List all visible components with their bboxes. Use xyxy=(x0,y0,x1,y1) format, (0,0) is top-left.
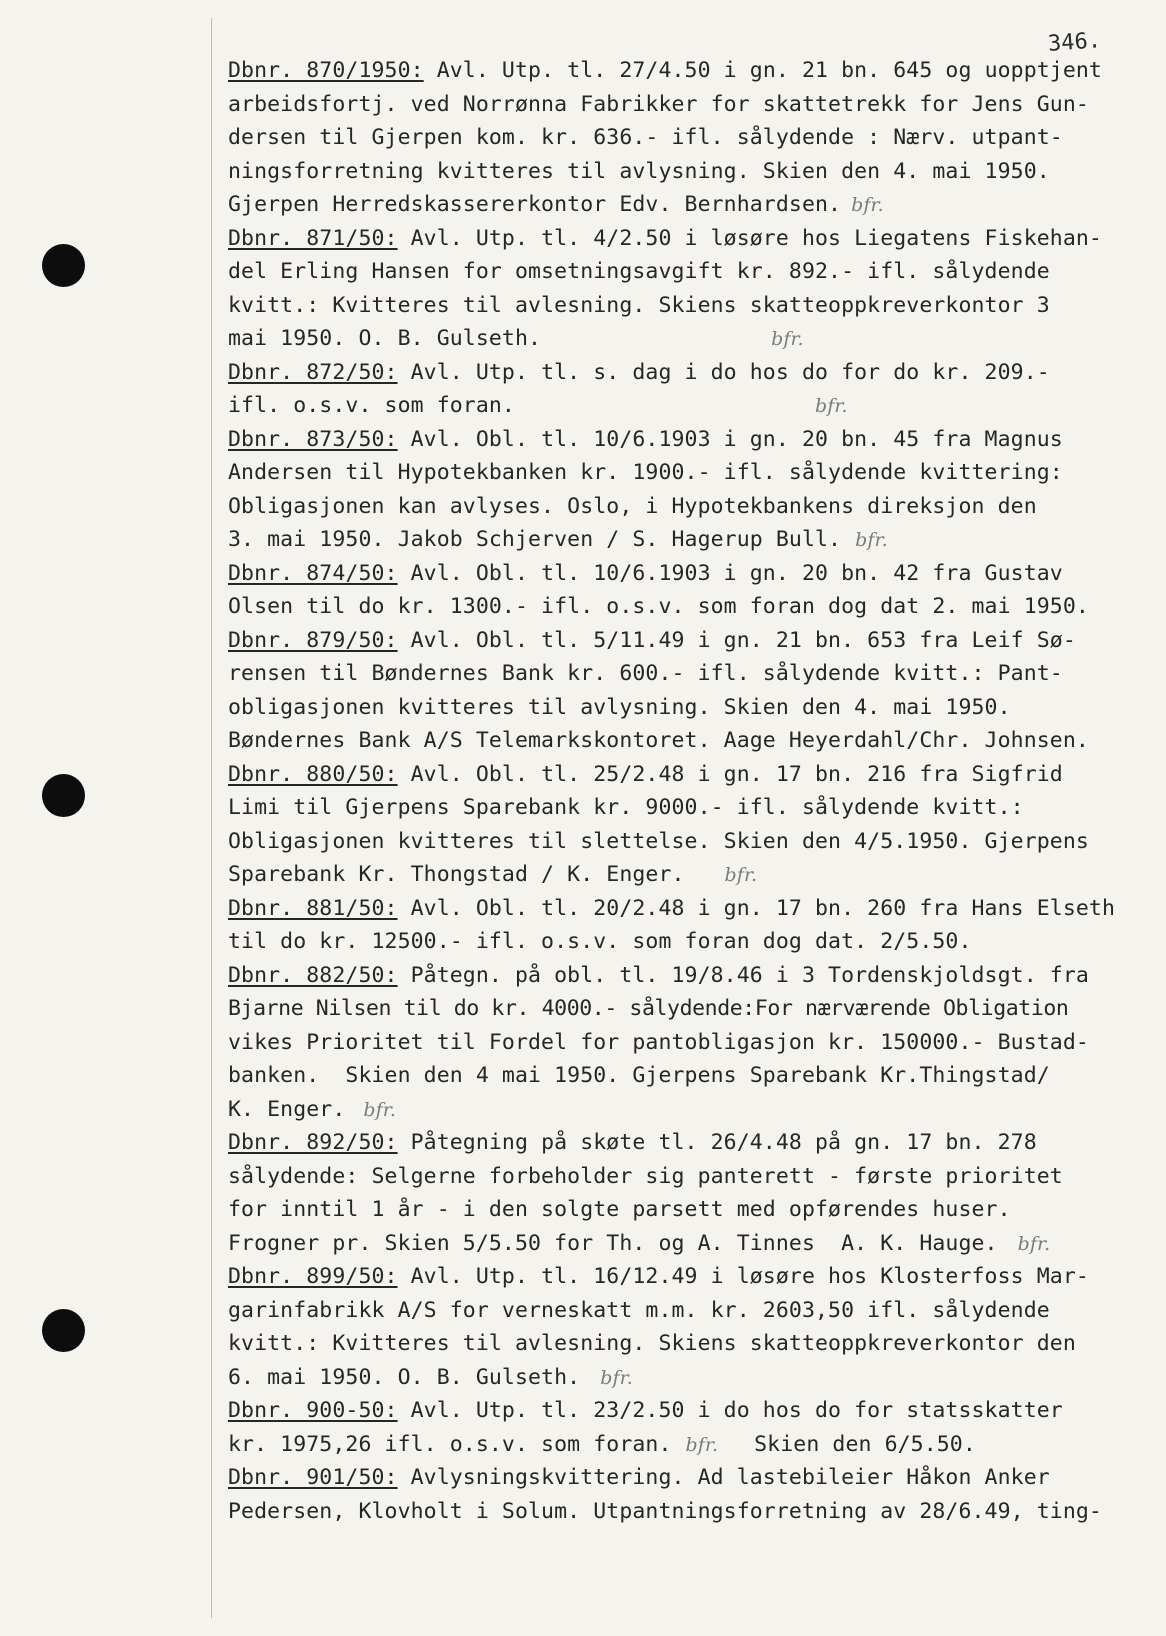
page-number: 346. xyxy=(1047,28,1102,57)
entry-901 xyxy=(228,1461,1156,1528)
entry-ref: Dbnr. 892/50: xyxy=(228,1130,398,1155)
entry-text: Bjarne Nilsen til do kr. 4000.- sålydende:For nærværende Obligation xyxy=(228,996,1069,1021)
entry-892 xyxy=(228,1126,1156,1260)
entry-text: Avl. Utp. tl. 16/12.49 i løsøre hos Klosterfoss Mar- xyxy=(397,1264,1089,1289)
entry-text: Bøndernes Bank A/S Telemarkskontoret. Aage Heyerdahl/Chr. Johnsen. xyxy=(228,728,1089,753)
entry-text: Sparebank Kr. Thongstad / K. Enger. xyxy=(228,862,685,887)
entry-899 xyxy=(228,1260,1156,1394)
entry-text: til do kr. 12500.- ifl. o.s.v. som foran dog dat. 2/5.50. xyxy=(228,929,972,954)
entry-text: Pedersen, Klovholt i Solum. Utpantningsforretning av 28/6.49, ting- xyxy=(228,1498,1102,1524)
binder-hole-bottom xyxy=(42,1309,85,1352)
entry-text: Påtegn. på obl. tl. 19/8.46 i 3 Tordenskjoldsgt. fra xyxy=(397,962,1089,988)
entry-text: banken. Skien den 4 mai 1950. Gjerpens Sparebank Kr.Thingstad/ xyxy=(228,1063,1050,1088)
ledger-entries xyxy=(228,54,1156,1528)
entry-871 xyxy=(228,222,1156,356)
dateline: Skien den 6/5.50. xyxy=(754,1431,976,1457)
entry-text: ningsforretning kvitteres til avlysning. Skien den 4. mai 1950. xyxy=(228,158,1050,184)
entry-text: rensen til Bøndernes Bank kr. 600.- ifl. sålydende kvitt.: Pant- xyxy=(228,661,1063,686)
entry-881 xyxy=(228,892,1156,959)
entry-text: for inntil 1 år - i den solgte parsett med opførendes huser. xyxy=(228,1197,1011,1222)
entry-text: garinfabrikk A/S for verneskatt m.m. kr. 2603,50 ifl. sålydende xyxy=(228,1297,1050,1323)
entry-872 xyxy=(228,356,1156,423)
entry-text: Avl. Obl. tl. 10/6.1903 i gn. 20 bn. 45 fra Magnus xyxy=(397,426,1063,452)
entry-text: kr. 1975,26 ifl. o.s.v. som foran. xyxy=(228,1431,672,1457)
margin-rule xyxy=(211,18,212,1618)
initials-mark: bfr. xyxy=(771,328,804,350)
initials-mark: bfr. xyxy=(814,395,848,417)
entry-text: mai 1950. O. B. Gulseth. xyxy=(228,326,542,351)
entry-874 xyxy=(228,557,1156,624)
entry-text: 3. mai 1950. Jakob Schjerven / S. Hagerup Bull. xyxy=(228,527,842,552)
entry-text: Andersen til Hypotekbanken kr. 1900.- ifl. sålydende kvittering: xyxy=(228,460,1063,485)
entry-ref: Dbnr. 881/50: xyxy=(228,895,398,921)
entry-ref: Dbnr. 871/50: xyxy=(228,225,398,251)
entry-text: Avl. Obl. tl. 5/11.49 i gn. 21 bn. 653 fra Leif Sø- xyxy=(397,627,1076,653)
entry-873 xyxy=(228,423,1156,557)
initials-mark: bfr. xyxy=(363,1098,397,1121)
entry-ref: Dbnr. 879/50: xyxy=(228,627,398,653)
entry-text: Avlysningskvittering. Ad lastebileier Håkon Anker xyxy=(397,1465,1050,1490)
entry-text: Avl. Obl. tl. 20/2.48 i gn. 17 bn. 260 fra Hans Elseth xyxy=(397,895,1116,921)
entry-text: ifl. o.s.v. som foran. xyxy=(228,393,515,418)
entry-ref: Dbnr. 900-50: xyxy=(228,1398,398,1423)
entry-text: kvitt.: Kvitteres til avlesning. Skiens skatteoppkreverkontor den xyxy=(228,1331,1076,1356)
entry-text: arbeidsfortj. ved Norrønna Fabrikker for skattetrekk for Jens Gun- xyxy=(228,91,1089,117)
entry-text: Avl. Utp. tl. 23/2.50 i do hos do for statsskatter xyxy=(397,1398,1063,1423)
binder-hole-middle xyxy=(42,774,85,817)
entry-text: Avl. Obl. tl. 10/6.1903 i gn. 20 bn. 42 fra Gustav xyxy=(397,560,1063,586)
entry-900 xyxy=(228,1394,1156,1461)
initials-mark: bfr. xyxy=(724,864,758,886)
entry-text: Obligasjonen kan avlyses. Oslo, i Hypotekbankens direksjon den xyxy=(228,493,1037,519)
initials-mark: bfr. xyxy=(600,1366,633,1389)
entry-text: obligasjonen kvitteres til avlysning. Skien den 4. mai 1950. xyxy=(228,694,1011,720)
entry-ref: Dbnr. 872/50: xyxy=(228,359,398,385)
initials-mark: bfr. xyxy=(685,1433,719,1456)
entry-879 xyxy=(228,624,1156,758)
entry-882 xyxy=(228,959,1156,1127)
initials-mark: bfr. xyxy=(1017,1232,1051,1255)
entry-880 xyxy=(228,758,1156,892)
entry-ref: Dbnr. 880/50: xyxy=(228,761,398,787)
entry-ref: Dbnr. 874/50: xyxy=(228,560,398,586)
entry-text: Olsen til do kr. 1300.- ifl. o.s.v. som foran dog dat 2. mai 1950. xyxy=(228,594,1089,619)
entry-870 xyxy=(228,54,1156,222)
initials-mark: bfr. xyxy=(855,529,888,551)
entry-text: 6. mai 1950. O. B. Gulseth. xyxy=(228,1364,581,1390)
entry-text: Frogner pr. Skien 5/5.50 for Th. og A. Tinnes A. K. Hauge. xyxy=(228,1230,998,1256)
initials-mark: bfr. xyxy=(851,194,884,216)
entry-text: Påtegning på skøte tl. 26/4.48 på gn. 17 bn. 278 xyxy=(397,1130,1037,1155)
entry-text: Avl. Utp. tl. 4/2.50 i løsøre hos Liegatens Fiskehan- xyxy=(397,225,1102,251)
entry-text: Limi til Gjerpens Sparebank kr. 9000.- ifl. sålydende kvitt.: xyxy=(228,795,1024,820)
entry-text: Avl. Obl. tl. 25/2.48 i gn. 17 bn. 216 fra Sigfrid xyxy=(397,761,1063,787)
entry-text: del Erling Hansen for omsetningsavgift kr. 892.- ifl. sålydende xyxy=(228,259,1050,284)
entry-text: dersen til Gjerpen kom. kr. 636.- ifl. sålydende : Nærv. utpant- xyxy=(228,125,1063,150)
entry-ref: Dbnr. 899/50: xyxy=(228,1264,398,1289)
entry-ref: Dbnr. 901/50: xyxy=(228,1465,398,1490)
entry-ref: Dbnr. 882/50: xyxy=(228,962,398,988)
entry-text: sålydende: Selgerne forbeholder sig panterett - første prioritet xyxy=(228,1163,1063,1189)
binder-hole-top xyxy=(42,244,85,287)
entry-ref: Dbnr. 870/1950: xyxy=(228,58,424,83)
entry-ref: Dbnr. 873/50: xyxy=(228,426,398,452)
entry-text: Avl. Utp. tl. s. dag i do hos do for do kr. 209.- xyxy=(397,359,1050,385)
entry-text: vikes Prioritet til Fordel for pantobligasjon kr. 150000.- Bustad- xyxy=(228,1029,1089,1055)
entry-text: Avl. Utp. tl. 27/4.50 i gn. 21 bn. 645 og uopptjent xyxy=(423,58,1102,83)
entry-text: K. Enger. xyxy=(228,1096,346,1122)
entry-text: Gjerpen Herredskassererkontor Edv. Bernhardsen. xyxy=(228,192,842,217)
entry-text: Obligasjonen kvitteres til slettelse. Skien den 4/5.1950. Gjerpens xyxy=(228,828,1089,854)
entry-text: kvitt.: Kvitteres til avlesning. Skiens skatteoppkreverkontor 3 xyxy=(228,292,1050,318)
